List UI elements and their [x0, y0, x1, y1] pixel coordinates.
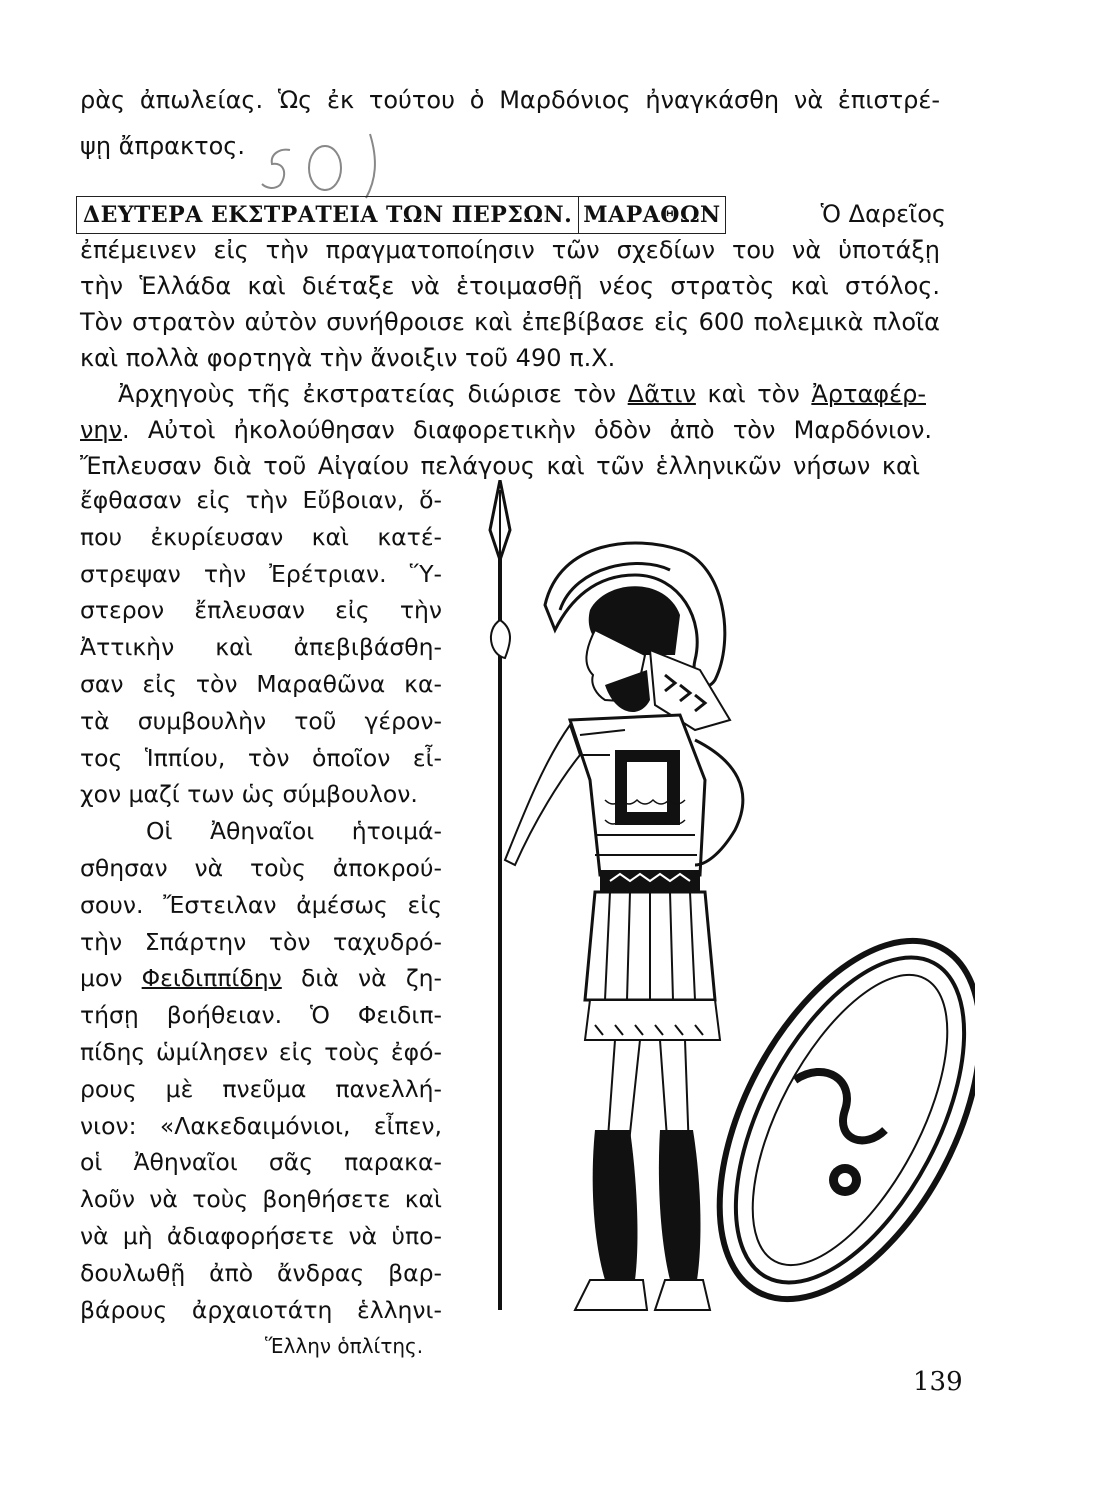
text-line: νην. Αὐτοὶ ἠκολούθησαν διαφορετικὴν ὁδὸν ἀπὸ τὸν Μαρδόνιον. [80, 416, 932, 444]
hoplite-illustration [465, 480, 975, 1330]
column-text-line: σαν εἰς τὸν Μαραθῶνα κα- [80, 670, 442, 698]
column-text-line: που ἐκυρίευσαν καὶ κατέ- [80, 522, 442, 551]
name-artaphernes: Ἀρταφέρ- [811, 380, 926, 408]
column-text-line: τὰ συμβουλὴν τοῦ γέρον- [80, 706, 442, 735]
column-text-line: τὴν Σπάρτην τὸν ταχυδρό- [80, 927, 442, 956]
column-text-line: νιον: «Λακεδαιμόνιοι, εἶπεν, [80, 1111, 442, 1140]
column-text-line: τήσῃ βοήθειαν. Ὁ Φειδιπ- [80, 1001, 442, 1030]
column-text-line: ρους μὲ πνεῦμα πανελλή- [80, 1074, 442, 1103]
text-line: Ἔπλευσαν διὰ τοῦ Αἰγαίου πελάγους καὶ τῶν ἑλληνικῶν νήσων καὶ [80, 452, 920, 480]
column-text-line: ἔφθασαν εἰς τὴν Εὔβοιαν, ὅ- [80, 486, 442, 514]
text-line: τὴν Ἑλλάδα καὶ διέταξε νὰ ἑτοιμασθῇ νέος στρατὸς καὶ στόλος. [80, 272, 940, 300]
section-heading [76, 196, 946, 234]
column-text-line: νὰ μὴ ἀδιαφορήσετε νὰ ὑπο- [80, 1222, 442, 1250]
column-text-line: χον μαζί των ὡς σύμβουλον. [80, 780, 418, 809]
text-line: Ἀρχηγοὺς τῆς ἐκστρατείας διώρισε τὸν Δᾶτιν καὶ τὸν Ἀρταφέρ- [118, 380, 926, 408]
column-text-line: λοῦν νὰ τοὺς βοηθήσετε καὶ [80, 1185, 442, 1214]
page-number: 139 [913, 1367, 963, 1397]
text-line: ἐπέμεινεν εἰς τὴν πραγματοποίησιν τῶν σχεδίων του νὰ ὑποτάξῃ [80, 236, 940, 264]
column-text-line: Ἀττικὴν καὶ ἀπεβιβάσθη- [80, 633, 442, 662]
text-line: ρὰς ἀπωλείας. Ὡς ἐκ τούτου ὁ Μαρδόνιος ἠναγκάσθη νὰ ἐπιστρέ- [80, 86, 940, 114]
figure-caption: Ἕλλην ὁπλίτης. [265, 1334, 424, 1358]
heading-subtitle: ΜΑΡΑΘΩΝ [578, 196, 725, 234]
column-text-line: Οἱ Ἀθηναῖοι ἡτοιμά- [146, 817, 442, 846]
column-text-line: δουλωθῇ ἀπὸ ἄνδρας βαρ- [80, 1258, 442, 1287]
column-text-line: μον Φειδιππίδην διὰ νὰ ζη- [80, 964, 442, 993]
column-text-line: τος Ἱππίου, τὸν ὁποῖον εἶ- [80, 743, 442, 772]
text-line: Τὸν στρατὸν αὐτὸν συνήθροισε καὶ ἐπεβίβασε εἰς 600 πολεμικὰ πλοῖα [80, 308, 940, 336]
column-text-line: σθησαν νὰ τοὺς ἀποκρού- [80, 854, 442, 882]
name-pheidippides: Φειδιππίδην [141, 964, 282, 993]
heading-title: ΔΕΥΤΕΡΑ ΕΚΣΤΡΑΤΕΙΑ ΤΩΝ ΠΕΡΣΩΝ. [76, 196, 578, 234]
heading-continuation: Ὁ Δαρεῖος [820, 200, 946, 228]
text-line: ψῃ ἄπρακτος. [80, 132, 245, 160]
column-text-line: βάρους ἀρχαιοτάτη ἑλληνι- [80, 1295, 442, 1324]
column-text-line: σουν. Ἔστειλαν ἀμέσως εἰς [80, 890, 442, 919]
name-artaphernes-end: νην [80, 416, 123, 444]
column-text-line: πίδης ὡμίλησεν εἰς τοὺς ἐφό- [80, 1038, 442, 1066]
name-datis: Δᾶτιν [627, 380, 696, 408]
column-text-line: στερον ἔπλευσαν εἰς τὴν [80, 596, 442, 625]
text-line: καὶ πολλὰ φορτηγὰ τὴν ἄνοιξιν τοῦ 490 π.Χ. [80, 344, 616, 372]
column-text-line: οἱ Ἀθηναῖοι σᾶς παρακα- [80, 1148, 442, 1177]
column-text-line: στρεψαν τὴν Ἐρέτριαν. Ὕ- [80, 559, 442, 588]
